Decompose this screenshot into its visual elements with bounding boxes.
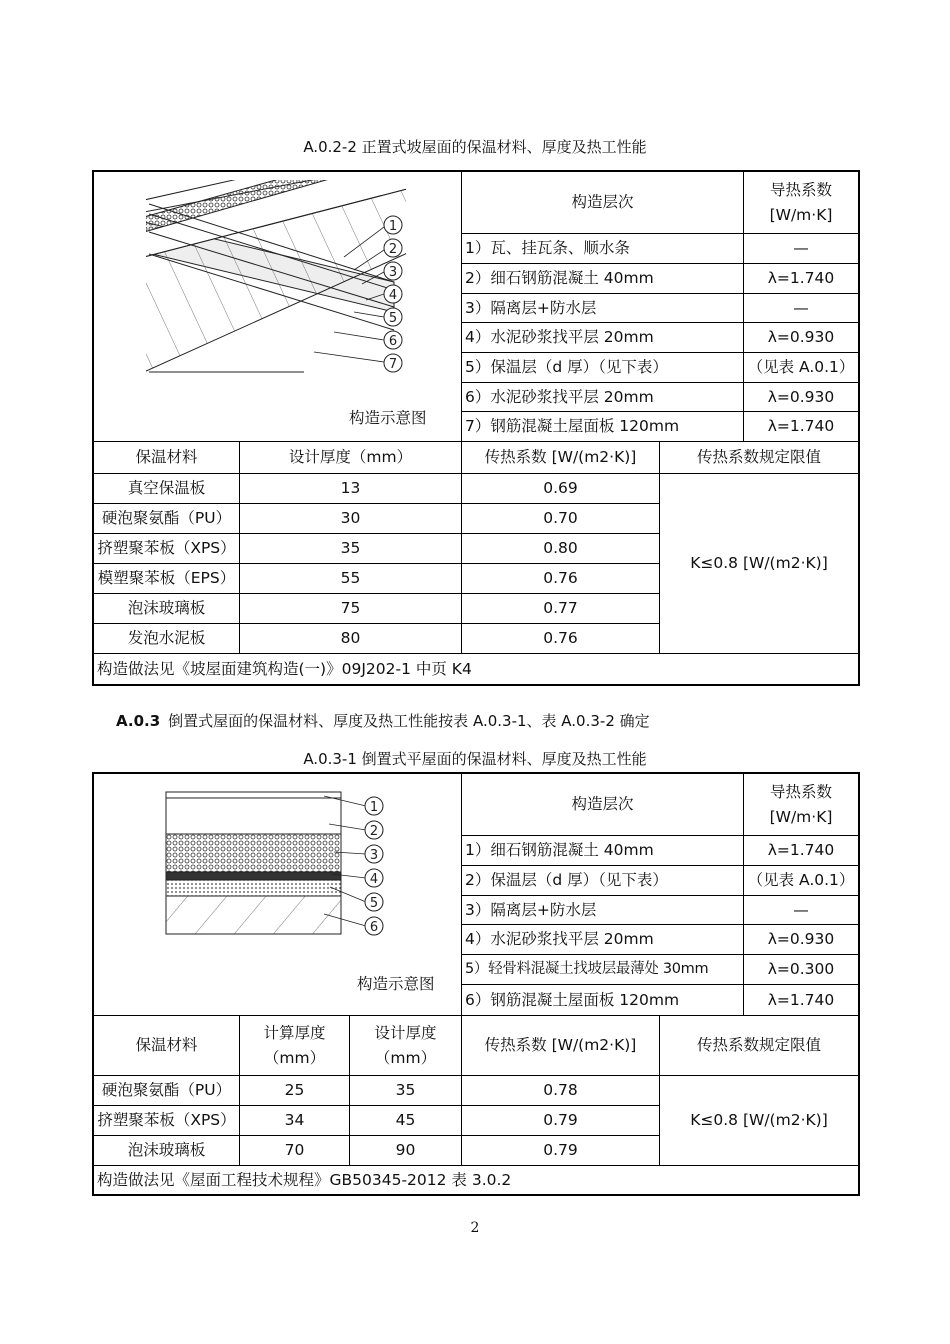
layer-name: 3）隔离层+防水层	[462, 294, 744, 323]
header-calc-thickness	[240, 1016, 350, 1076]
limit-cell: K≤0.8 [W/(m2·K)]	[660, 474, 858, 654]
material-cell: 泡沫玻璃板	[94, 594, 240, 624]
header-calc-line2: （mm）	[263, 1048, 326, 1067]
table2	[92, 772, 860, 1196]
layer-value: λ=1.740	[744, 985, 858, 1016]
header-design-line1: 设计厚度	[374, 1024, 437, 1043]
diagram-label: 构造示意图	[349, 409, 427, 427]
layer-value: λ=0.300	[744, 955, 858, 985]
callout-6: 6	[369, 920, 379, 935]
callout-2: 2	[388, 242, 398, 257]
k-cell: 0.79	[462, 1136, 660, 1166]
k-cell: 0.80	[462, 534, 660, 564]
material-cell: 硬泡聚氨酯（PU）	[94, 504, 240, 534]
layer-value: —	[744, 234, 858, 264]
conductivity-header	[744, 172, 858, 234]
section-text: 倒置式屋面的保温材料、厚度及热工性能按表 A.0.3-1、表 A.0.3-2 确定	[168, 712, 650, 730]
layer-value: λ=0.930	[744, 383, 858, 412]
layer-value: —	[744, 896, 858, 925]
design-cell: 35	[350, 1076, 462, 1106]
material-cell: 模塑聚苯板（EPS）	[94, 564, 240, 594]
calc-cell: 34	[240, 1106, 350, 1136]
callout-4: 4	[388, 288, 398, 303]
thickness-cell: 80	[240, 624, 462, 654]
k-cell: 0.79	[462, 1106, 660, 1136]
material-cell: 发泡水泥板	[94, 624, 240, 654]
header-k: 传热系数 [W/(m2·K)]	[462, 1016, 660, 1076]
table1	[92, 170, 860, 686]
header-calc-line1: 计算厚度	[263, 1024, 326, 1043]
thickness-cell: 55	[240, 564, 462, 594]
layer-name: 6）水泥砂浆找平层 20mm	[462, 383, 744, 412]
table1-diagram	[94, 172, 462, 442]
callout-1: 1	[369, 800, 379, 815]
material-cell: 泡沫玻璃板	[94, 1136, 240, 1166]
layer-name: 2）保温层（d 厚）（见下表）	[462, 866, 744, 896]
design-cell: 90	[350, 1136, 462, 1166]
header-design-line2: （mm）	[374, 1048, 437, 1067]
layer-name: 5）保温层（d 厚）（见下表）	[462, 353, 744, 383]
table2-caption: A.0.3-1 倒置式平屋面的保温材料、厚度及热工性能	[303, 750, 647, 768]
callout-6: 6	[388, 334, 398, 349]
thickness-cell: 13	[240, 474, 462, 504]
layers-header: 构造层次	[462, 774, 744, 836]
header-thickness: 设计厚度（mm）	[240, 442, 462, 474]
layer-name: 1）瓦、挂瓦条、顺水条	[462, 234, 744, 264]
layer-value: （见表 A.0.1）	[744, 866, 858, 896]
table2-diagram	[94, 774, 462, 1016]
callout-3: 3	[388, 265, 398, 280]
k-cell: 0.69	[462, 474, 660, 504]
layer-value: λ=0.930	[744, 925, 858, 955]
design-cell: 45	[350, 1106, 462, 1136]
callout-1: 1	[388, 219, 398, 234]
layer-name: 1）细石钢筋混凝土 40mm	[462, 836, 744, 866]
header-limit: 传热系数规定限值	[660, 1016, 858, 1076]
limit-cell: K≤0.8 [W/(m2·K)]	[660, 1076, 858, 1166]
layer-name: 4）水泥砂浆找平层 20mm	[462, 925, 744, 955]
material-cell: 硬泡聚氨酯（PU）	[94, 1076, 240, 1106]
callout-4: 4	[369, 872, 379, 887]
table1-caption: A.0.2-2 正置式坡屋面的保温材料、厚度及热工性能	[303, 138, 647, 156]
conductivity-header	[744, 774, 858, 836]
conductivity-header-line1: 导热系数	[769, 181, 832, 200]
layer-name: 7）钢筋混凝土屋面板 120mm	[462, 412, 744, 442]
layer-name: 6）钢筋混凝土屋面板 120mm	[462, 985, 744, 1016]
callout-3: 3	[369, 848, 379, 863]
conductivity-header-line2: [W/m·K]	[769, 205, 833, 224]
material-cell: 真空保温板	[94, 474, 240, 504]
layer-name: 2）细石钢筋混凝土 40mm	[462, 264, 744, 294]
table2-footer: 构造做法见《屋面工程技术规程》GB50345-2012 表 3.0.2	[97, 1170, 512, 1189]
callout-7: 7	[388, 357, 398, 372]
callout-5: 5	[388, 311, 398, 326]
calc-cell: 25	[240, 1076, 350, 1106]
layer-value: λ=0.930	[744, 323, 858, 353]
layers-header: 构造层次	[462, 172, 744, 234]
sloped-roof-diagram	[94, 172, 462, 442]
layer-name: 3）隔离层+防水层	[462, 896, 744, 925]
diagram-label: 构造示意图	[357, 975, 435, 993]
layer-value: （见表 A.0.1）	[744, 353, 858, 383]
page-number: 2	[470, 1220, 480, 1236]
header-k: 传热系数 [W/(m2·K)]	[462, 442, 660, 474]
material-cell: 挤塑聚苯板（XPS）	[94, 1106, 240, 1136]
k-cell: 0.77	[462, 594, 660, 624]
thickness-cell: 75	[240, 594, 462, 624]
conductivity-header-line1: 导热系数	[769, 783, 832, 802]
k-cell: 0.76	[462, 564, 660, 594]
conductivity-header-line2: [W/m·K]	[769, 807, 833, 826]
table1-footer: 构造做法见《坡屋面建筑构造(一)》09J202-1 中页 K4	[97, 659, 472, 678]
callout-5: 5	[369, 896, 379, 911]
layer-value: λ=1.740	[744, 412, 858, 442]
thickness-cell: 35	[240, 534, 462, 564]
layer-name: 4）水泥砂浆找平层 20mm	[462, 323, 744, 353]
layer-value: λ=1.740	[744, 836, 858, 866]
layer-name: 5）轻骨料混凝土找坡层最薄处 30mm	[462, 955, 744, 985]
header-material: 保温材料	[94, 442, 240, 474]
section-number: A.0.3	[116, 712, 161, 730]
header-material: 保温材料	[94, 1016, 240, 1076]
section-heading	[116, 710, 650, 731]
header-limit: 传热系数规定限值	[660, 442, 858, 474]
layer-value: λ=1.740	[744, 264, 858, 294]
callout-2: 2	[369, 824, 379, 839]
k-cell: 0.78	[462, 1076, 660, 1106]
k-cell: 0.76	[462, 624, 660, 654]
k-cell: 0.70	[462, 504, 660, 534]
layer-value: —	[744, 294, 858, 323]
header-design-thickness	[350, 1016, 462, 1076]
thickness-cell: 30	[240, 504, 462, 534]
calc-cell: 70	[240, 1136, 350, 1166]
material-cell: 挤塑聚苯板（XPS）	[94, 534, 240, 564]
